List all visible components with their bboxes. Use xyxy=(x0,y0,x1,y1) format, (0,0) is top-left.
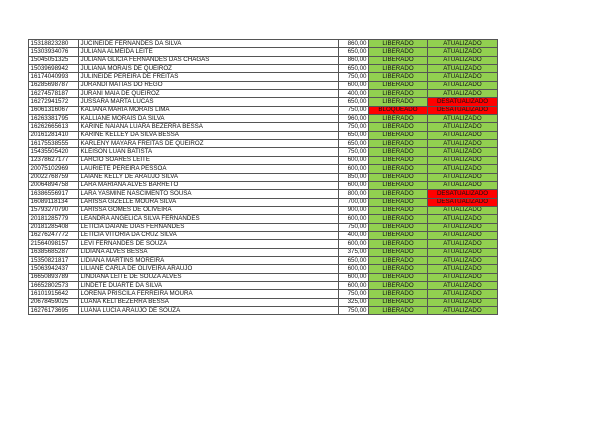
cell-name[interactable]: JUSSARA MARTA LUCAS xyxy=(79,98,339,106)
cell-status[interactable]: LIBERADO xyxy=(369,156,428,164)
cell-id[interactable]: 16174040993 xyxy=(29,73,79,81)
cell-update-status[interactable]: ATUALIZADO xyxy=(428,215,498,223)
cell-status[interactable]: LIBERADO xyxy=(369,131,428,139)
cell-name[interactable]: JULIANA ALMEIDA LEITE xyxy=(79,48,339,56)
cell-status[interactable]: LIBERADO xyxy=(369,181,428,189)
cell-status[interactable]: LIBERADO xyxy=(369,140,428,148)
cell-value[interactable]: 650,00 xyxy=(339,65,369,73)
cell-update-status[interactable]: ATUALIZADO xyxy=(428,73,498,81)
cell-name[interactable]: KALIANA MARIA MORAIS LIMA xyxy=(79,106,339,114)
cell-id[interactable]: 20678459025 xyxy=(29,298,79,306)
cell-update-status[interactable]: ATUALIZADO xyxy=(428,223,498,231)
cell-id[interactable]: 16285698787 xyxy=(29,81,79,89)
cell-id[interactable]: 15435505420 xyxy=(29,148,79,156)
cell-id[interactable]: 16089118134 xyxy=(29,198,79,206)
cell-name[interactable]: KLEISON LUAN BATISTA xyxy=(79,148,339,156)
cell-name[interactable]: LARA YASMINE NASCIMENTO SOUSA xyxy=(79,190,339,198)
cell-id[interactable]: 16175538555 xyxy=(29,140,79,148)
cell-id[interactable]: 16262665613 xyxy=(29,123,79,131)
cell-id[interactable]: 12378627177 xyxy=(29,156,79,164)
cell-id[interactable]: 16101915642 xyxy=(29,290,79,298)
table-row xyxy=(29,240,498,248)
cell-name[interactable]: LARA MARIANA ALVES BARRETO xyxy=(79,181,339,189)
cell-status[interactable]: LIBERADO xyxy=(369,248,428,256)
cell-value[interactable]: 650,00 xyxy=(339,256,369,264)
cell-update-status[interactable]: ATUALIZADO xyxy=(428,123,498,131)
cell-name[interactable]: LETICIA DAIANE DIAS FERNANDES xyxy=(79,223,339,231)
cell-value[interactable]: 960,00 xyxy=(339,115,369,123)
cell-status[interactable]: BLOQUEADO xyxy=(369,106,428,114)
cell-value[interactable]: 600,00 xyxy=(339,165,369,173)
cell-status[interactable]: LIBERADO xyxy=(369,173,428,181)
cell-status[interactable]: LIBERADO xyxy=(369,215,428,223)
cell-id[interactable]: 16272941572 xyxy=(29,98,79,106)
cell-id[interactable]: 20161281410 xyxy=(29,131,79,139)
cell-value[interactable]: 600,00 xyxy=(339,273,369,281)
cell-update-status[interactable]: DESATUALIZADO xyxy=(428,198,498,206)
cell-name[interactable]: KARLENY MAYARA FREITAS DE QUEIROZ xyxy=(79,140,339,148)
cell-value[interactable]: 600,00 xyxy=(339,81,369,89)
table-row xyxy=(29,123,498,131)
table-row xyxy=(29,48,498,56)
table-row xyxy=(29,307,498,315)
cell-value[interactable]: 860,00 xyxy=(339,40,369,48)
cell-update-status[interactable]: ATUALIZADO xyxy=(428,48,498,56)
table-row xyxy=(29,65,498,73)
cell-update-status[interactable]: DESATUALIZADO xyxy=(428,190,498,198)
cell-name[interactable]: LINDIANA LEITE DE SOUZA ALVES xyxy=(79,273,339,281)
table-row xyxy=(29,190,498,198)
cell-name[interactable]: LETICIA VITORIA DA CRUZ SILVA xyxy=(79,231,339,239)
cell-name[interactable]: LUANA LUCIA ARAUJO DE SOUZA xyxy=(79,307,339,315)
cell-status[interactable]: LIBERADO xyxy=(369,48,428,56)
table-row xyxy=(29,206,498,214)
cell-status[interactable]: LIBERADO xyxy=(369,123,428,131)
table-row xyxy=(29,140,498,148)
cell-status[interactable]: LIBERADO xyxy=(369,148,428,156)
table-row xyxy=(29,106,498,114)
cell-name[interactable]: KARINE NAIANA LUARA BEZERRA BESSA xyxy=(79,123,339,131)
cell-name[interactable]: LAURIETE PEREIRA PESSOA xyxy=(79,165,339,173)
cell-update-status[interactable]: ATUALIZADO xyxy=(428,273,498,281)
cell-update-status[interactable]: ATUALIZADO xyxy=(428,148,498,156)
cell-name[interactable]: JULINEIDE PEREIRA DE FREITAS xyxy=(79,73,339,81)
cell-name[interactable]: JURANI MAIA DE QUEIROZ xyxy=(79,90,339,98)
cell-status[interactable]: LIBERADO xyxy=(369,223,428,231)
cell-id[interactable]: 15039698942 xyxy=(29,65,79,73)
cell-id[interactable]: 21564098157 xyxy=(29,240,79,248)
cell-update-status[interactable]: ATUALIZADO xyxy=(428,90,498,98)
cell-id[interactable]: 16386556917 xyxy=(29,190,79,198)
cell-value[interactable]: 860,00 xyxy=(339,56,369,64)
cell-value[interactable]: 700,00 xyxy=(339,198,369,206)
cell-update-status[interactable]: DESATUALIZADO xyxy=(428,106,498,114)
cell-value[interactable]: 400,00 xyxy=(339,90,369,98)
cell-value[interactable]: 800,00 xyxy=(339,190,369,198)
cell-status[interactable]: LIBERADO xyxy=(369,265,428,273)
cell-value[interactable]: 750,00 xyxy=(339,290,369,298)
cell-status[interactable]: LIBERADO xyxy=(369,81,428,89)
cell-status[interactable]: LIBERADO xyxy=(369,290,428,298)
cell-id[interactable]: 15045051325 xyxy=(29,56,79,64)
cell-status[interactable]: LIBERADO xyxy=(369,115,428,123)
cell-status[interactable]: LIBERADO xyxy=(369,256,428,264)
cell-id[interactable]: 16276247772 xyxy=(29,231,79,239)
table-row xyxy=(29,273,498,281)
table-row xyxy=(29,56,498,64)
cell-id[interactable]: 15350821817 xyxy=(29,256,79,264)
cell-value[interactable]: 650,00 xyxy=(339,140,369,148)
cell-name[interactable]: LAIANE KELLY DE ARAUJO SILVA xyxy=(79,173,339,181)
cell-value[interactable]: 850,00 xyxy=(339,173,369,181)
cell-update-status[interactable]: ATUALIZADO xyxy=(428,156,498,164)
cell-id[interactable]: 16263381795 xyxy=(29,115,79,123)
table-row xyxy=(29,40,498,48)
cell-update-status[interactable]: ATUALIZADO xyxy=(428,206,498,214)
cell-status[interactable]: LIBERADO xyxy=(369,65,428,73)
cell-status[interactable]: LIBERADO xyxy=(369,73,428,81)
cell-status[interactable]: LIBERADO xyxy=(369,281,428,289)
cell-name[interactable]: LINDETE DUARTE DA SILVA xyxy=(79,281,339,289)
cell-name[interactable]: LARISSA GIZELLE MOURA SILVA xyxy=(79,198,339,206)
cell-status[interactable]: LIBERADO xyxy=(369,206,428,214)
cell-value[interactable]: 600,00 xyxy=(339,181,369,189)
cell-name[interactable]: JURANDI MATIAS DO REGO xyxy=(79,81,339,89)
cell-name[interactable]: LIDIANA ALVES BESSA xyxy=(79,248,339,256)
cell-update-status[interactable]: ATUALIZADO xyxy=(428,65,498,73)
table-row xyxy=(29,156,498,164)
cell-id[interactable]: 20181285779 xyxy=(29,215,79,223)
cell-update-status[interactable]: ATUALIZADO xyxy=(428,115,498,123)
cell-value[interactable]: 650,00 xyxy=(339,98,369,106)
table-row xyxy=(29,148,498,156)
table-row xyxy=(29,90,498,98)
cell-id[interactable]: 20075102969 xyxy=(29,165,79,173)
cell-value[interactable]: 750,00 xyxy=(339,223,369,231)
cell-value[interactable]: 400,00 xyxy=(339,231,369,239)
cell-update-status[interactable]: ATUALIZADO xyxy=(428,248,498,256)
cell-update-status[interactable]: ATUALIZADO xyxy=(428,173,498,181)
cell-name[interactable]: JULIANA GLICIA FERNANDES DAS CHAGAS xyxy=(79,56,339,64)
cell-value[interactable]: 750,00 xyxy=(339,148,369,156)
cell-value[interactable]: 900,00 xyxy=(339,206,369,214)
cell-name[interactable]: LUANA KELI BEZERRA BESSA xyxy=(79,298,339,306)
cell-status[interactable]: LIBERADO xyxy=(369,240,428,248)
cell-name[interactable]: LEVI FERNANDES DE SOUZA xyxy=(79,240,339,248)
spreadsheet-table xyxy=(28,39,498,315)
cell-id[interactable]: 16385685287 xyxy=(29,248,79,256)
table-row xyxy=(29,223,498,231)
cell-id[interactable]: 20064894758 xyxy=(29,181,79,189)
cell-status[interactable]: LIBERADO xyxy=(369,307,428,315)
cell-value[interactable]: 600,00 xyxy=(339,281,369,289)
cell-value[interactable]: 750,00 xyxy=(339,123,369,131)
table-row xyxy=(29,181,498,189)
cell-name[interactable]: LORENA PRISCILA FERREIRA MOURA xyxy=(79,290,339,298)
cell-update-status[interactable]: ATUALIZADO xyxy=(428,40,498,48)
cell-id[interactable]: 16276173695 xyxy=(29,307,79,315)
cell-status[interactable]: LIBERADO xyxy=(369,98,428,106)
cell-update-status[interactable]: ATUALIZADO xyxy=(428,240,498,248)
cell-value[interactable]: 600,00 xyxy=(339,156,369,164)
cell-status[interactable]: LIBERADO xyxy=(369,165,428,173)
cell-name[interactable]: LARCIO SOARES LEITE xyxy=(79,156,339,164)
cell-value[interactable]: 750,00 xyxy=(339,106,369,114)
cell-status[interactable]: LIBERADO xyxy=(369,298,428,306)
cell-status[interactable]: LIBERADO xyxy=(369,190,428,198)
table-row xyxy=(29,256,498,264)
cell-id[interactable]: 15793270790 xyxy=(29,206,79,214)
table-row xyxy=(29,215,498,223)
table-row xyxy=(29,81,498,89)
cell-id[interactable]: 20022768759 xyxy=(29,173,79,181)
spreadsheet-body xyxy=(29,40,498,315)
cell-id[interactable]: 16650893789 xyxy=(29,273,79,281)
cell-update-status[interactable]: ATUALIZADO xyxy=(428,165,498,173)
cell-update-status[interactable]: ATUALIZADO xyxy=(428,181,498,189)
cell-value[interactable]: 750,00 xyxy=(339,307,369,315)
table-row xyxy=(29,198,498,206)
table-row xyxy=(29,115,498,123)
cell-update-status[interactable]: ATUALIZADO xyxy=(428,231,498,239)
table-row xyxy=(29,281,498,289)
cell-value[interactable]: 375,00 xyxy=(339,248,369,256)
cell-value[interactable]: 325,00 xyxy=(339,298,369,306)
cell-value[interactable]: 750,00 xyxy=(339,73,369,81)
cell-status[interactable]: LIBERADO xyxy=(369,231,428,239)
table-row xyxy=(29,98,498,106)
cell-name[interactable]: LIDIANA MARTINS MOREIRA xyxy=(79,256,339,264)
cell-id[interactable]: 15318823280 xyxy=(29,40,79,48)
cell-update-status[interactable]: ATUALIZADO xyxy=(428,265,498,273)
cell-update-status[interactable]: ATUALIZADO xyxy=(428,307,498,315)
cell-value[interactable]: 600,00 xyxy=(339,240,369,248)
table-row xyxy=(29,231,498,239)
cell-name[interactable]: LARISSA GOMES DE OLIVEIRA xyxy=(79,206,339,214)
cell-id[interactable]: 16274578187 xyxy=(29,90,79,98)
cell-status[interactable]: LIBERADO xyxy=(369,90,428,98)
table-row xyxy=(29,165,498,173)
cell-name[interactable]: KALLIANE MORAIS DA SILVA xyxy=(79,115,339,123)
cell-id[interactable]: 15063942437 xyxy=(29,265,79,273)
cell-update-status[interactable]: ATUALIZADO xyxy=(428,281,498,289)
cell-status[interactable]: LIBERADO xyxy=(369,198,428,206)
table-row xyxy=(29,173,498,181)
cell-value[interactable]: 650,00 xyxy=(339,131,369,139)
cell-update-status[interactable]: ATUALIZADO xyxy=(428,298,498,306)
table-row xyxy=(29,131,498,139)
cell-name[interactable]: KARINE KELLEY DA SILVA BESSA xyxy=(79,131,339,139)
cell-update-status[interactable]: ATUALIZADO xyxy=(428,140,498,148)
cell-status[interactable]: LIBERADO xyxy=(369,56,428,64)
cell-update-status[interactable]: DESATUALIZADO xyxy=(428,98,498,106)
cell-name[interactable]: LEANDRA ANGELICA SILVA FERNANDES xyxy=(79,215,339,223)
table-row xyxy=(29,265,498,273)
table-row xyxy=(29,290,498,298)
cell-status[interactable]: LIBERADO xyxy=(369,40,428,48)
cell-value[interactable]: 600,00 xyxy=(339,265,369,273)
cell-name[interactable]: JUCINEIDE FERNANDES DA SILVA xyxy=(79,40,339,48)
cell-value[interactable]: 650,00 xyxy=(339,48,369,56)
cell-update-status[interactable]: ATUALIZADO xyxy=(428,131,498,139)
cell-update-status[interactable]: ATUALIZADO xyxy=(428,81,498,89)
cell-id[interactable]: 15303934076 xyxy=(29,48,79,56)
table-row xyxy=(29,73,498,81)
cell-update-status[interactable]: ATUALIZADO xyxy=(428,290,498,298)
cell-name[interactable]: LILIANE CARLA DE OLIVEIRA ARAUJO xyxy=(79,265,339,273)
cell-value[interactable]: 600,00 xyxy=(339,215,369,223)
cell-id[interactable]: 20181285408 xyxy=(29,223,79,231)
cell-id[interactable]: 16061316067 xyxy=(29,106,79,114)
table-row xyxy=(29,298,498,306)
table-row xyxy=(29,248,498,256)
cell-status[interactable]: LIBERADO xyxy=(369,273,428,281)
cell-update-status[interactable]: ATUALIZADO xyxy=(428,256,498,264)
cell-id[interactable]: 16652802573 xyxy=(29,281,79,289)
cell-name[interactable]: JULIANA MORAIS DE QUEIROZ xyxy=(79,65,339,73)
cell-update-status[interactable]: ATUALIZADO xyxy=(428,56,498,64)
